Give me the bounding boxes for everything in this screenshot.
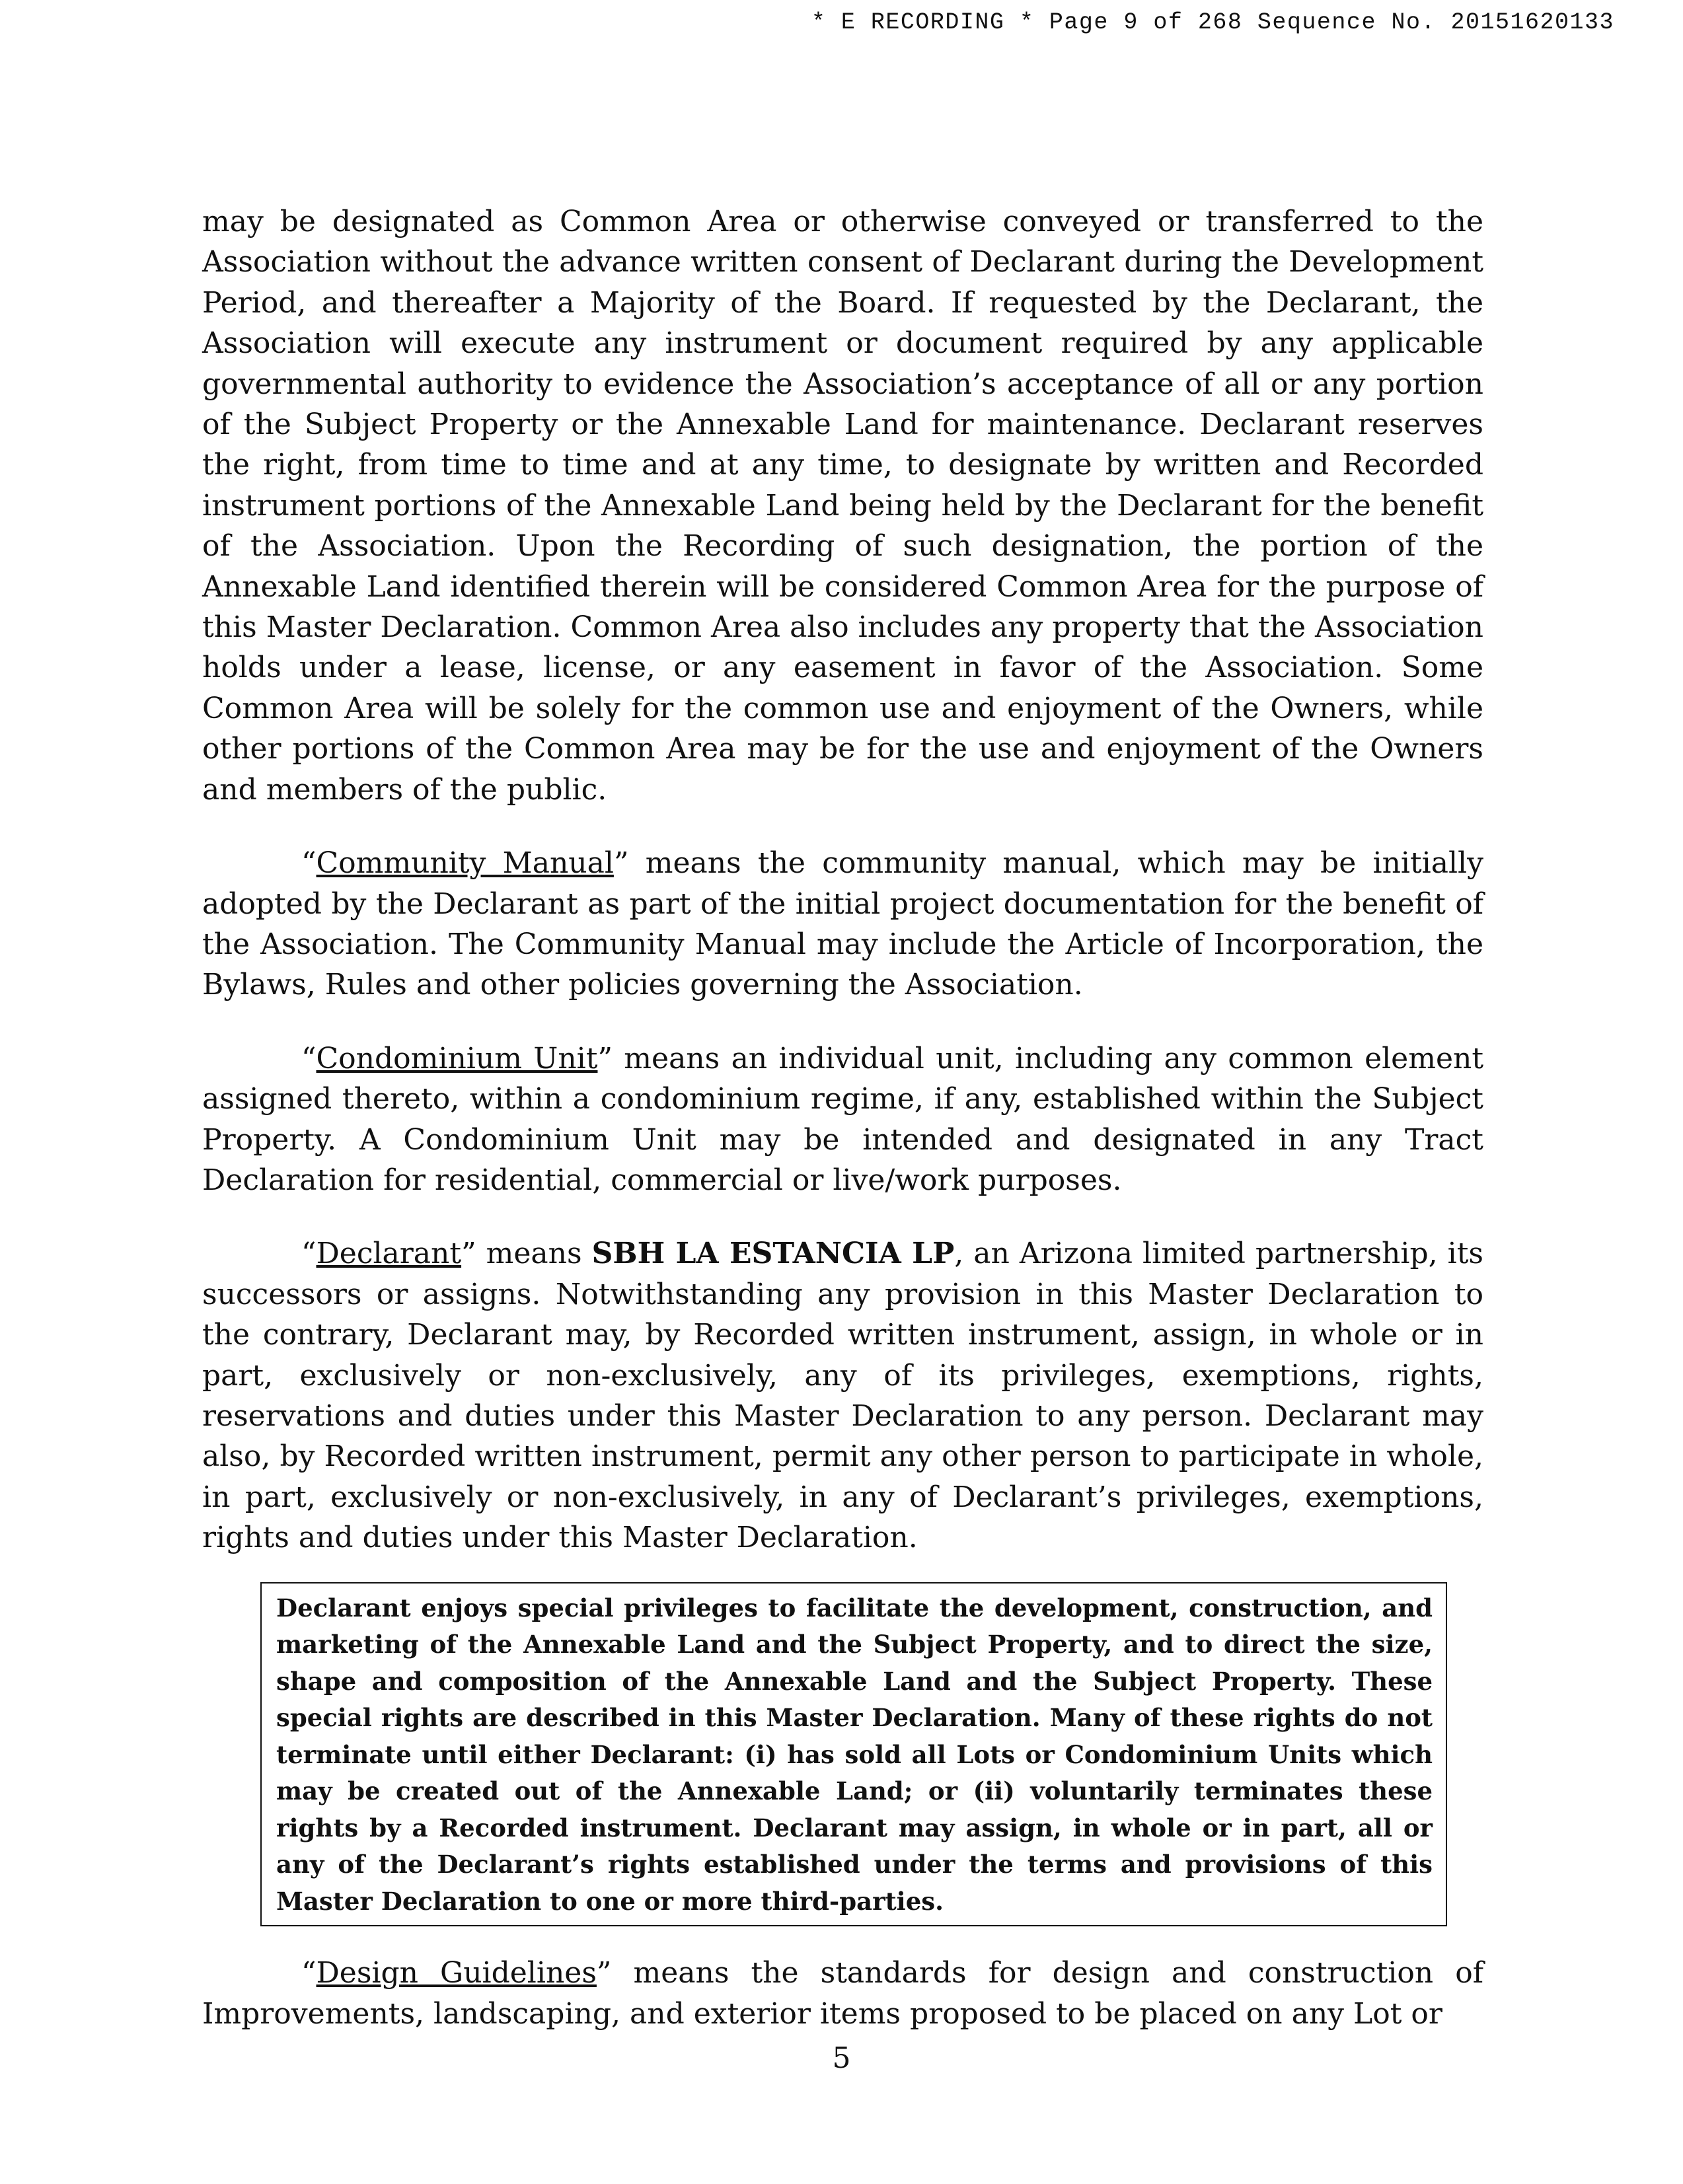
definition-community-manual: “Community Manual” means the community manual, which may be initially adopted by the Declarant as part of the initial project documentation for the benefit of the Association. The Community Manual may include the Article of Incorporation, the Bylaws, Rules and other policies governing the Association. [202, 846, 1483, 1002]
definition-text: means the standards for design and construction of Improvements, landscaping, and exterior items proposed to be placed on any Lot or [202, 1956, 1483, 2031]
declarant-entity-name: SBH LA ESTANCIA LP [591, 1237, 955, 1271]
definition-text: , an Arizona limited partnership, its successors or assigns. Notwithstanding any provision in this Master Declaration to the contrary, Declarant may, by Recorded written instrument, assign, in whole or in part, exclusively or non-exclusively, any of its privileges, exemptions, rights, reservations and duties under this Master Declaration to any person. Declarant may also, by Recorded written instrument, permit any other person to participate in whole, in part, exclusively or non-exclusively, in any of Declarant’s privileges, exemptions, rights and duties under this Master Declaration. [202, 1237, 1484, 1555]
term-community-manual: Community Manual [316, 846, 614, 881]
page-number: 5 [832, 2041, 851, 2075]
definition-text: means an individual unit, including any common element assigned thereto, within a condominium regime, if any, established within the Subject Property. A Condominium Unit may be intended and designated in any Tract Declaration for residential, commercial or live/work purposes. [202, 1041, 1484, 1197]
definition-condominium-unit: “Condominium Unit” means an individual unit, including any common element assigned thereto, within a condominium regime, if any, established within the Subject Property. A Condominium Unit may be intended and designated in any Tract Declaration for residential, commercial or live/work purposes. [202, 1041, 1484, 1197]
term-design-guidelines: Design Guidelines [316, 1956, 597, 1990]
declarant-notice-box: Declarant enjoys special privileges to facilitate the development, construction, and marketing of the Annexable Land and the Subject Property, and to direct the size, shape and composition of the Annexable Land and the Subject Property. These special rights are described in this Master Declaration. Many of these rights do not terminate until either Declarant: (i) has sold all Lots or Condominium Units which may be created out of the Annexable Land; or (ii) voluntarily terminates these rights by a Recorded instrument. Declarant may assign, in whole or in part, all or any of the Declarant’s rights established under the terms and provisions of this Master Declaration to one or more third-parties. [260, 1582, 1447, 1927]
document-body [202, 201, 1483, 2034]
definition-text: means the community manual, which may be initially adopted by the Declarant as part of the initial project documentation for the benefit of the Association. The Community Manual may include the Article of Incorporation, the Bylaws, Rules and other policies governing the Association. [202, 846, 1483, 1002]
recording-header: * E RECORDING * Page 9 of 268 Sequence No. 20151620133 [811, 9, 1614, 36]
definition-lead: means [476, 1237, 592, 1271]
term-declarant: Declarant [316, 1237, 462, 1271]
common-area-continuation: may be designated as Common Area or otherwise conveyed or transferred to the Association without the advance written consent of Declarant during the Development Period, and thereafter a Majority of the Board. If requested by the Declarant, the Association will execute any instrument or document required by any applicable governmental authority to evidence the Association’s acceptance of all or any portion of the Subject Property or the Annexable Land for maintenance. Declarant reserves the right, from time to time and at any time, to designate by written and Recorded instrument portions of the Annexable Land being held by the Declarant for the benefit of the Association. Upon the Recording of such designation, the portion of the Annexable Land identified therein will be considered Common Area for the purpose of this Master Declaration. Common Area also includes any property that the Association holds under a lease, license, or any easement in favor of the Association. Some Common Area will be solely for the common use and enjoyment of the Owners, while other portions of the Common Area may be for the use and enjoyment of the Owners and members of the public. [202, 205, 1483, 807]
term-condominium-unit: Condominium Unit [316, 1041, 598, 1075]
definition-declarant: “Declarant” means SBH LA ESTANCIA LP, an Arizona limited partnership, its successors or assigns. Notwithstanding any provision in this Master Declaration to the contrary, Declarant may, by Recorded written instrument, assign, in whole or in part, exclusively or non-exclusively, any of its privileges, exemptions, rights, reservations and duties under this Master Declaration to any person. Declarant may also, by Recorded written instrument, permit any other person to participate in whole, in part, exclusively or non-exclusively, in any of Declarant’s privileges, exemptions, rights and duties under this Master Declaration. [202, 1237, 1484, 1555]
definition-design-guidelines: “Design Guidelines” means the standards for design and construction of Improvements, landscaping, and exterior items proposed to be placed on any Lot or [202, 1956, 1483, 2031]
